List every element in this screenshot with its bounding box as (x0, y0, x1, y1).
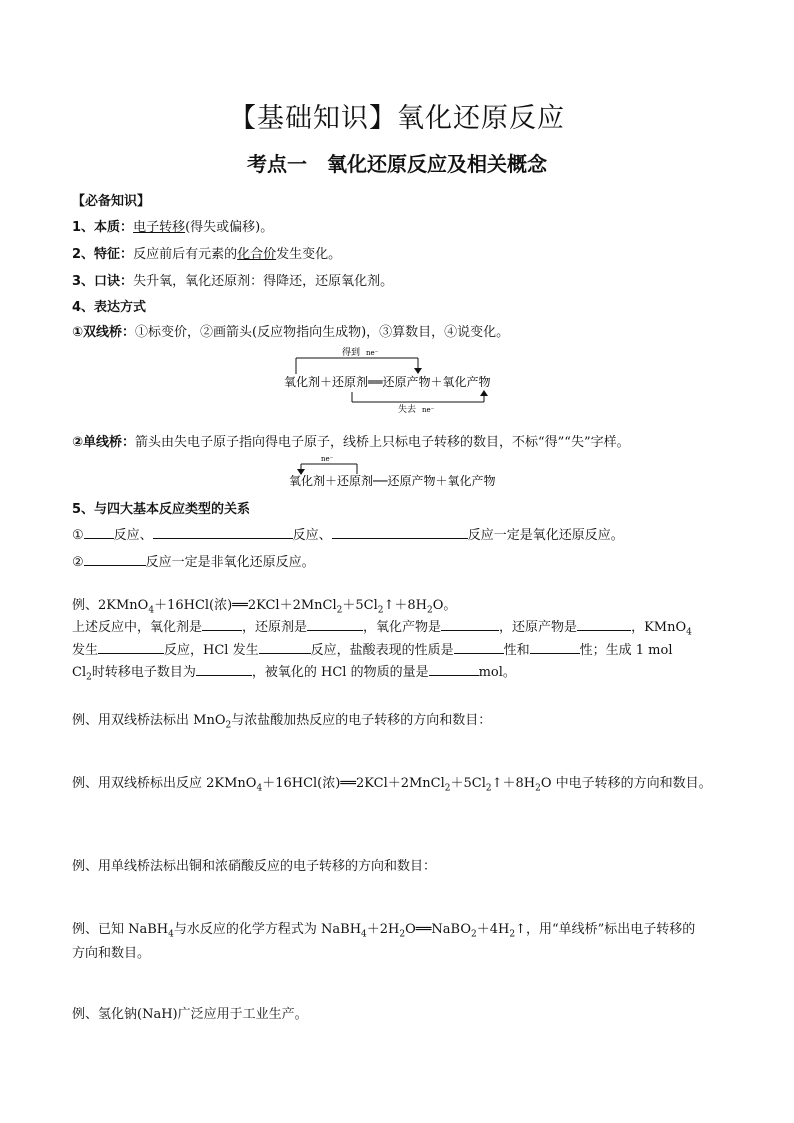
blank[interactable] (307, 618, 363, 631)
example-kmno4: 例、用双线桥标出反应 2KMnO$_4$＋16HCl(浓)$══2KCl+2MnCl_2+5Cl_2↑+8H_2O$ 中电子转移的方向和数目。 (72, 776, 712, 794)
page-subtitle: 考点一 氧化还原反应及相关概念 (247, 152, 547, 176)
single-bridge-diagram (285, 452, 515, 496)
example-copper: 例、用单线桥法标出铜和浓硝酸反应的电子转移的方向和数目： (72, 859, 437, 874)
item-feature: 2、特征：反应前后有元素的化合价发生变化。 (72, 247, 342, 262)
double-bridge-desc: ①双线桥：①标变价，②画箭头(反应物指向生成物)，③算数目，④说变化。 (72, 325, 510, 340)
example-question-3: $Cl_2$时转移电子数目为 ，被氧化的 HCl 的物质的量是 mol。 (72, 665, 516, 683)
item-mnemonic: 3、口诀：失升氧，氧化还原剂：得降还，还原氧化剂。 (72, 274, 394, 289)
example-question-1: 上述反应中，氧化剂是 ，还原剂是 ，氧化产物是 ，还原产物是 ，KMnO$_4$ (72, 620, 692, 638)
blank[interactable] (530, 641, 580, 654)
gain-label: 得到 (342, 348, 361, 358)
single-equation-text: 氧化剂＋还原剂──还原产物＋氧化产物 (289, 474, 496, 488)
lose-ne-label: ne⁻ (422, 406, 435, 414)
example-nabh4: 例、已知 NaBH$_4$与水反应的化学方程式为 $NaBH_4+2H_2O══NaBO_2+4H_2↑$，用“单线桥”标出电子转移的 (72, 922, 696, 940)
item-essence: 1、本质：电子转移(得失或偏移)。 (72, 220, 274, 235)
blank[interactable] (98, 641, 164, 654)
blank[interactable] (196, 663, 252, 676)
lose-label: 失去 (398, 405, 417, 414)
relation-line-2: ② 反应一定是非氧化还原反应。 (72, 555, 315, 570)
blank[interactable] (454, 641, 504, 654)
equation-text: 氧化剂＋还原剂══还原产物＋氧化产物 (284, 375, 491, 389)
blank[interactable] (153, 526, 293, 539)
blank[interactable] (429, 663, 479, 676)
double-bridge-diagram (280, 346, 520, 418)
blank[interactable] (84, 553, 146, 566)
item-expression: 4、表达方式 (72, 300, 147, 315)
example-equation: 例、2KMnO$_4$＋16HCl(浓)$══2KCl+2MnCl_2+5Cl_2↑+8H_2O$。 (72, 598, 457, 616)
gain-ne-label: ne⁻ (366, 349, 379, 357)
relation-line-1: ① 反应、 反应、 反应一定是氧化还原反应。 (72, 528, 624, 543)
example-question-2: 发生 反应，HCl 发生 反应，盐酸表现的性质是 性和 性；生成 1 mol (72, 643, 673, 658)
single-ne-label: ne⁻ (321, 455, 334, 463)
blank[interactable] (332, 526, 468, 539)
item-relation: 5、与四大基本反应类型的关系 (72, 502, 251, 517)
example-mno2: 例、用双线桥法标出 MnO$_2$与浓盐酸加热反应的电子转移的方向和数目： (72, 713, 492, 731)
blank[interactable] (84, 526, 114, 539)
blank[interactable] (259, 641, 311, 654)
page-title: 【基础知识】氧化还原反应 (229, 103, 565, 134)
blank[interactable] (577, 618, 631, 631)
section-label: 【必备知识】 (72, 194, 151, 209)
example-nabh4-cont: 方向和数目。 (72, 946, 151, 961)
blank[interactable] (441, 618, 499, 631)
example-nah: 例、氢化钠(NaH)广泛应用于工业生产。 (72, 1007, 308, 1022)
blank[interactable] (202, 618, 242, 631)
single-bridge-desc: ②单线桥：箭头由失电子原子指向得电子原子，线桥上只标电子转移的数目，不标“得”“失”字样。 (72, 435, 630, 450)
